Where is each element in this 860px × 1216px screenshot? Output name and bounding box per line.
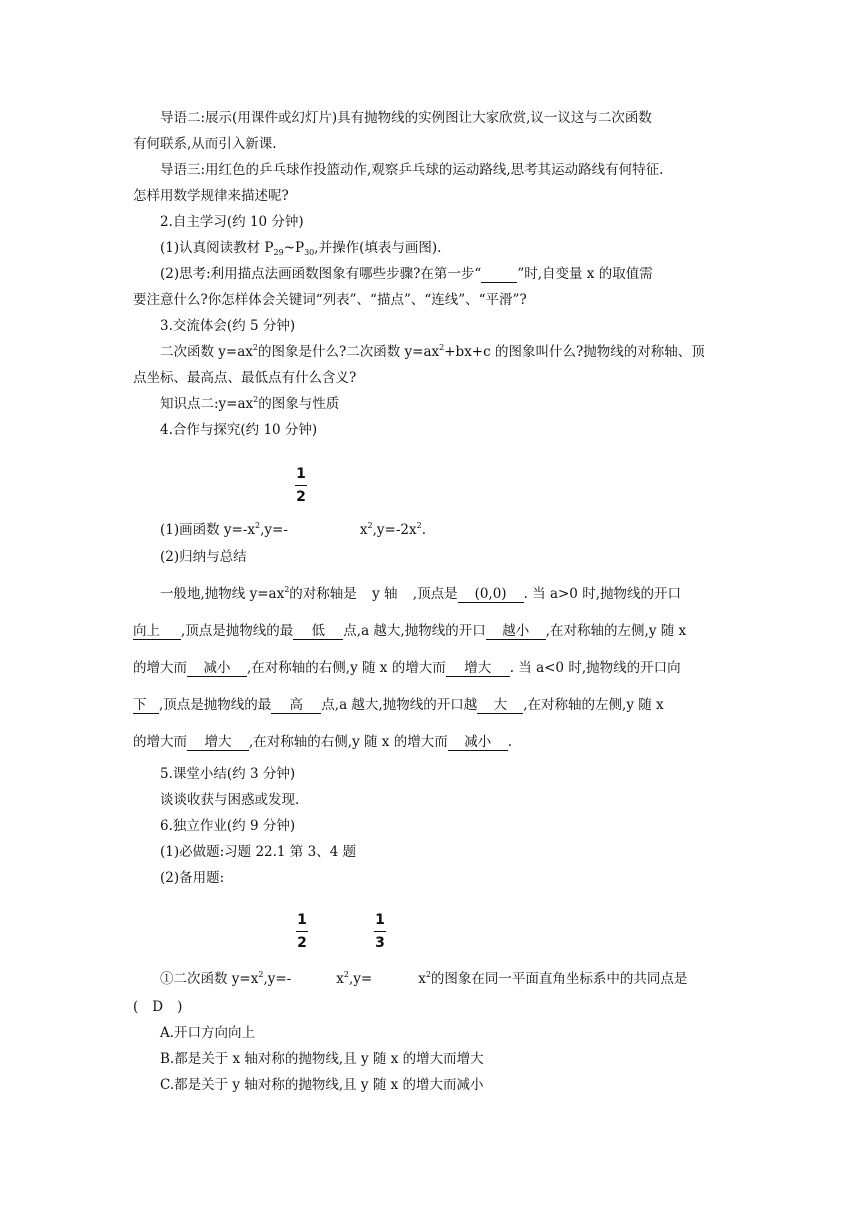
option-c: C.都是关于 y 轴对称的抛物线,且 y 随 x 的增大而减小 [160,1077,484,1093]
section-5-text: 谈谈收获与困惑或发现. [160,792,300,808]
answer-lowest: 低 [293,623,343,640]
section-5-heading: 5.课堂小结(约 3 分钟) [160,766,296,782]
answer-bigger: 大 [477,697,523,714]
required-exercises: (1)必做题:习题 22.1 第 3、4 题 [160,844,357,860]
answer-highest: 高 [271,697,321,714]
fraction-one-half: 1 2 [296,466,306,505]
answer-smaller: 越小 [486,623,546,640]
optional-exercises-heading: (2)备用题: [160,870,225,886]
intro-2-line-1: 导语二:展示(用课件或幻灯片)具有抛物线的实例图让大家欣赏,议一议这与二次函数 [160,110,652,126]
blank-underline [481,266,517,283]
intro-2-line-2: 有何联系,从而引入新课. [133,136,277,152]
fraction-one-half-b: 1 2 [297,912,307,951]
option-b: B.都是关于 x 轴对称的抛物线,且 y 随 x 的增大而增大 [160,1051,484,1067]
section-3-question: 二次函数 $y=ax^2$的图象是什么?二次函数 $y=ax^2+bx+c$ 的图象叫什么?抛物线的对称轴、顶 [160,343,705,360]
option-a: A.开口方向向上 [160,1025,256,1041]
section-2-item-1: (1)认真阅读教材 $P_{29}\sim P_{30}$,并操作(填表与画图). [160,240,442,257]
summary-heading: (2)归纳与总结 [160,549,247,565]
answer-increases-2: 增大 [187,734,249,751]
section-2-item-2: (2)思考:利用描点法画函数图象有哪些步骤?在第一步“ ”时,自变量 x 的取值需 [160,266,653,282]
answer-increases-1: 增大 [446,660,510,677]
summary-row-3: 的增大而 减小 ,在对称轴的右侧,y 随 x 的增大而 增大 . 当 a<0 时,抛物线的开口向 [133,660,681,676]
section-4-heading: 4.合作与探究(约 10 分钟) [160,422,318,438]
summary-row-2: 向上 ,顶点是抛物线的最 低 点,a 越大,抛物线的开口 越小 ,在对称轴的左侧,y 随 x [133,623,687,639]
answer-decreases-2: 减小 [448,734,508,751]
section-6-heading: 6.独立作业(约 9 分钟) [160,818,296,834]
summary-row-4: 下 ,顶点是抛物线的最 高 点,a 越大,抛物线的开口越 大 ,在对称轴的左侧,y 随 x [133,697,664,713]
section-2-item-2-line-2: 要注意什么?你怎样体会关键词“列表”、“描点”、“连线”、“平滑”? [133,292,527,308]
knowledge-point-2: 知识点二$:y=ax^2$的图象与性质 [160,395,340,412]
fraction-one-third: 1 3 [375,912,385,951]
answer-opens-down: 下 [133,697,159,714]
exercise-question-1: ①二次函数 $y=x^2,y=-$ $x^2,y= x^2$的图象在同一平面直角坐标系中的共同点是 [160,970,688,987]
answer-vertex: (0,0) [458,586,524,603]
section-2-heading: 2.自主学习(约 10 分钟) [160,214,304,230]
intro-3-line-2: 怎样用数学规律来描述呢? [133,188,289,204]
answer-decreases-1: 减小 [187,660,247,677]
intro-3-line-1: 导语三:用红色的乒乓球作投篮动作,观察乒乓球的运动路线,思考其运动路线有何特征. [160,162,664,178]
section-3-heading: 3.交流体会(约 5 分钟) [160,318,296,334]
answer-opens-up: 向上 [133,623,181,640]
answer-axis: y 轴 [372,586,398,602]
summary-row-1: 一般地,抛物线 $y=ax^2$的对称轴是 y 轴 ,顶点是 (0,0) . 当 a>0 时,抛物线的开口 [160,585,681,602]
answer-choice: D [152,999,164,1015]
section-3-question-line-2: 点坐标、最高点、最低点有什么含义? [133,370,357,386]
exercise-question-1-answer: ( D ) [133,999,183,1015]
draw-functions-item: (1)画函数 $y=-x^2,y=-$ $x^2,y=-2x^2$. [160,521,427,538]
summary-row-5: 的增大而 增大 ,在对称轴的右侧,y 随 x 的增大而 减小 . [133,734,512,750]
